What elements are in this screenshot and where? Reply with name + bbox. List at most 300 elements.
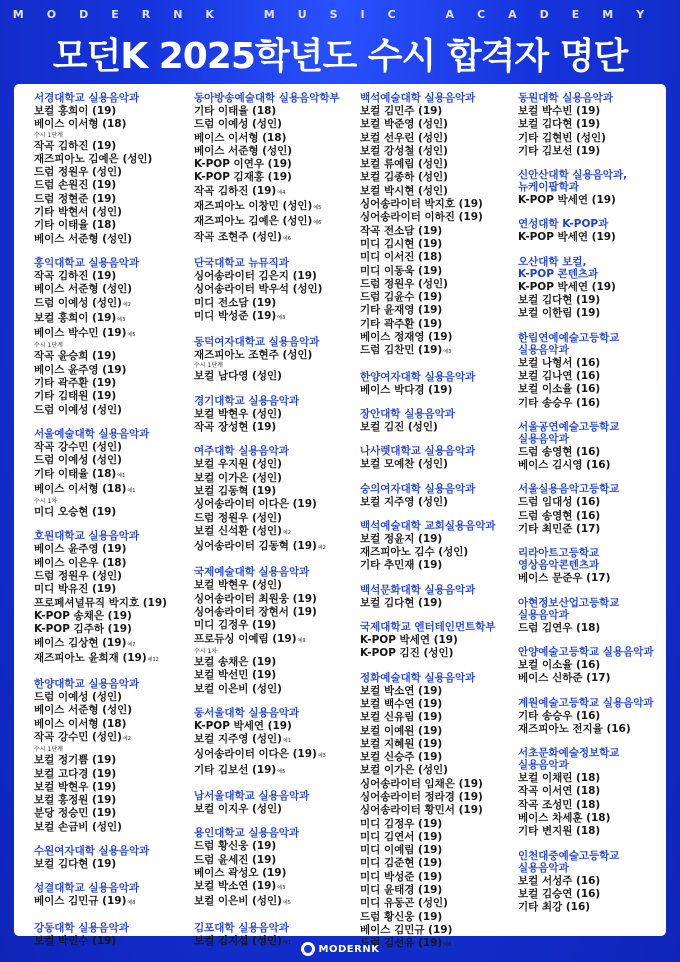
student-name: 싱어송라이터 장현서 (19) [194, 606, 317, 619]
student-name: 작곡 이서연 (18) [518, 785, 601, 798]
student-name: 미디 오승현 (19) [34, 506, 117, 519]
student-name: 베이스 박다경 (19) [360, 383, 453, 396]
student-entry [360, 278, 510, 291]
student-name: 보컬 이소율 (16) [518, 658, 601, 671]
school-name: 서울예술대학 실용음악과 [34, 427, 150, 440]
student-name: 미디 박성준 (19) [194, 309, 277, 322]
student-entry [194, 215, 352, 230]
student-name: 베이스 곽성오 (19) [194, 866, 287, 879]
student-name: 베이스 신하준 (17) [518, 672, 611, 685]
student-entry [360, 764, 510, 777]
student-entry [34, 583, 186, 596]
school-block [34, 257, 186, 417]
school-name: 성결대학교 실용음악과 [34, 882, 140, 895]
student-entry [518, 723, 668, 736]
student-name: 베이스 김시영 (16) [518, 459, 611, 472]
student-entry [194, 200, 352, 215]
student-entry [360, 546, 510, 559]
school-name: 서초문화예술정보학교 실용음악과 [518, 747, 620, 772]
student-name: 작곡 강수민 (성인) [34, 730, 122, 743]
student-name: 보컬 김다현 (19) [34, 858, 117, 871]
student-entry [360, 384, 510, 397]
student-name: 보컬 이은비 (성인) [194, 895, 282, 908]
round-label: 수시 1차 [34, 498, 58, 506]
student-name: 보컬 지주영 (성인) [360, 495, 448, 508]
student-entry [194, 118, 352, 131]
student-entry [34, 858, 186, 871]
school-name: 서울공연예술고등학교 실용음악과 [518, 420, 620, 445]
student-entry [360, 225, 510, 238]
round-label: 수시 1단계 [34, 746, 63, 754]
school-block [518, 332, 668, 410]
student-entry [194, 408, 352, 421]
school-name: 남서울대학교 실용음악과 [194, 789, 310, 802]
school-block [518, 92, 668, 158]
student-name: 기타 이태율 (18) [34, 467, 117, 480]
student-entry [34, 441, 186, 454]
student-entry [360, 647, 510, 660]
student-entry [34, 270, 186, 283]
student-entry [518, 397, 668, 410]
student-name: 보컬 박선민 (19) [194, 669, 277, 682]
student-entry [360, 158, 510, 171]
student-entry [34, 105, 186, 118]
student-name: 베이스 문준우 (17) [518, 572, 611, 585]
school-name: 한양대학교 실용음악과 [34, 678, 140, 691]
student-name: 기타 추민재 (19) [360, 559, 443, 572]
waitlist-note: 예2 [317, 545, 326, 552]
student-name: 보컬 김나연 (16) [518, 369, 601, 382]
school-name: 동원대학 실용음악과 [518, 92, 613, 104]
student-name: 보컬 홍희이 (19) [34, 105, 117, 117]
student-name: 미디 김정우 (19) [194, 619, 277, 632]
student-name: K-POP 송채은 (19) [34, 609, 132, 622]
student-entry [518, 132, 668, 145]
student-entry [360, 844, 510, 857]
student-entry [34, 506, 186, 519]
school-block [34, 92, 186, 246]
student-entry [194, 472, 352, 485]
waitlist-note: 예1 [127, 487, 136, 494]
school-name: 나사렛대학교 실용음악과 [360, 445, 476, 458]
school-name: 동서울대학 실용음악과 [194, 706, 300, 719]
student-entry [360, 751, 510, 764]
school-name: 백석예술대학 교회실용음악과 [360, 519, 496, 532]
student-name: 베이스 서준형 (성인) [34, 704, 133, 717]
academy-name: MODERNK MUSIC ACADEMY [12, 8, 668, 21]
school-name: 용인대학교 실용음악과 [194, 827, 300, 840]
school-name: 수원여자대학 실용음악과 [34, 845, 150, 858]
student-name: 작곡 장성현 (19) [194, 421, 277, 434]
student-entry [518, 370, 668, 383]
school-block [518, 850, 668, 915]
student-name: 보컬 모예찬 (성인) [360, 458, 448, 471]
school-name: 동덕여자대학교 실용음악과 [194, 336, 320, 349]
student-entry [34, 768, 186, 781]
waitlist-note: 예5 [282, 900, 291, 907]
student-entry [34, 895, 186, 910]
student-entry [360, 884, 510, 897]
student-entry [360, 344, 510, 359]
student-entry [360, 857, 510, 870]
student-entry [34, 404, 186, 417]
student-entry [34, 781, 186, 794]
student-name: 베이스 윤주영 (19) [34, 543, 127, 556]
waitlist-note: 예5 [127, 332, 136, 339]
student-entry [34, 327, 186, 342]
student-entry [360, 105, 510, 118]
school-name: 호원대학교 실용음악과 [34, 530, 140, 543]
student-entry [360, 291, 510, 304]
student-entry [34, 454, 186, 467]
student-entry [34, 570, 186, 583]
student-entry [518, 194, 668, 207]
student-entry [194, 579, 352, 592]
student-name: 보컬 박소연 (19) [194, 880, 277, 893]
student-name: 미디 이동욱 (19) [360, 264, 443, 277]
student-entry [34, 219, 186, 232]
student-name: 보컬 신승주 (19) [360, 751, 443, 764]
student-entry [34, 718, 186, 731]
student-name: 기타 김태원 (19) [34, 390, 117, 403]
student-name: 드럼 김찬민 (19) [360, 344, 443, 357]
student-entry [34, 468, 186, 483]
student-entry [518, 659, 668, 672]
student-name: 드럼 이예성 (성인) [34, 403, 122, 416]
student-name: 베이스 윤주영 (19) [34, 363, 127, 376]
school-name: 백석문화대학 실용음악과 [360, 583, 476, 596]
school-name: 한양여자대학 실용음악과 [360, 370, 476, 383]
student-name: 보컬 홍희이 (19) [34, 311, 117, 324]
student-entry [360, 171, 510, 184]
student-entry [518, 572, 668, 585]
school-block [360, 584, 510, 610]
logo-text: MODERNK [318, 943, 380, 955]
student-name: K-POP 박세연 (19) [194, 719, 292, 732]
waitlist-note: 예2 [122, 735, 131, 742]
student-name: 보컬 송채은 (19) [194, 655, 277, 668]
student-entry [518, 812, 668, 825]
student-name: 베이스 차세훈 (18) [518, 812, 611, 825]
waitlist-note: 예1 [117, 472, 126, 479]
student-name: 작곡 조현주 (성인) [194, 230, 282, 243]
student-name: 싱어송라이터 최원웅 (19) [194, 592, 317, 605]
student-entry [194, 880, 352, 895]
student-entry [360, 265, 510, 278]
student-name: 베이스 서준형 (성인) [34, 283, 133, 296]
student-entry [518, 496, 668, 509]
student-name: 드럼 정원우 (성인) [360, 277, 448, 290]
student-entry [194, 231, 352, 246]
student-entry [360, 251, 510, 264]
student-entry [34, 597, 186, 610]
waitlist-note: 예9 [297, 637, 306, 644]
waitlist-note: 예3 [117, 316, 126, 323]
student-name: 싱어송라이터 박지호 (19) [360, 198, 483, 211]
school-block [194, 257, 352, 325]
student-name: 보컬 박민수 (19) [34, 934, 117, 947]
student-name: 보컬 서성주 (16) [518, 874, 601, 887]
student-name: 보컬 이소율 (16) [518, 383, 601, 396]
student-entry [34, 543, 186, 556]
student-entry [360, 185, 510, 198]
school-block [360, 371, 510, 397]
student-entry [194, 297, 352, 310]
student-entry [194, 485, 352, 498]
student-entry [34, 364, 186, 377]
student-name: 보컬 박소연 (19) [360, 684, 443, 697]
school-name: 국제예술대학 실용음악과 [194, 566, 310, 579]
student-name: K-POP 김재홍 (19) [194, 171, 292, 184]
student-entry [194, 683, 352, 696]
student-name: 보컬 이가은 (성인) [194, 471, 282, 484]
student-name: 작곡 윤승희 (19) [34, 350, 117, 363]
student-name: 보컬 박현우 (19) [34, 780, 117, 793]
student-entry [194, 540, 352, 555]
student-name: 베이스 이서형 (18) [34, 482, 127, 495]
student-name: 기타 곽주환 (19) [34, 377, 117, 390]
school-block [194, 707, 352, 779]
student-entry [518, 888, 668, 901]
student-name: 베이스 정재영 (19) [360, 331, 453, 344]
student-entry [194, 370, 352, 383]
school-name: 국제대학교 엔터테인먼트학부 [360, 621, 496, 634]
student-name: 보컬 김다현 (19) [518, 294, 601, 307]
student-name: 작곡 김하진 (19) [194, 184, 277, 197]
student-entry [360, 634, 510, 647]
student-name: 보컬 이예원 (19) [360, 724, 443, 737]
student-entry [34, 794, 186, 807]
student-name: 미디 이예림 (19) [360, 844, 443, 857]
roster-column [34, 92, 186, 947]
student-entry [194, 171, 352, 184]
student-name: 보컬 박현우 (성인) [194, 407, 282, 420]
school-block [194, 92, 352, 246]
school-name: 홍익대학교 실용음악과 [34, 256, 140, 269]
school-name: 숭의여자대학 실용음악과 [360, 482, 476, 495]
school-name: 정화예술대학 실용음악과 [360, 671, 476, 684]
student-name: 재즈피아노 조현주 (성인) [194, 349, 313, 362]
student-entry [194, 606, 352, 619]
student-name: 드럼 김선유 (19) [360, 937, 443, 950]
school-name: 한림연예예술고등학교 실용음악과 [518, 331, 620, 356]
student-name: 프로듀싱 이예림 (19) [194, 632, 297, 645]
student-entry [34, 704, 186, 717]
student-name: 베이스 김민규 (19) [360, 923, 453, 936]
student-name: 미디 윤태경 (19) [360, 884, 443, 897]
school-block [518, 597, 668, 635]
student-name: 보컬 김다현 (19) [518, 118, 601, 131]
student-name: 베이스 이서형 (18) [194, 131, 287, 144]
school-block [360, 445, 510, 471]
student-entry [360, 711, 510, 724]
student-name: 보컬 이은비 (성인) [194, 682, 282, 695]
student-entry [194, 145, 352, 158]
student-name: 보컬 손금비 (성인) [34, 820, 122, 833]
student-entry [34, 610, 186, 623]
student-entry [518, 231, 668, 244]
student-entry [518, 710, 668, 723]
student-name: 드럼 김윤수 (19) [360, 291, 443, 304]
student-entry [194, 895, 352, 910]
student-name: 기타 송승우 (16) [518, 709, 601, 722]
student-name: 보컬 김다현 (19) [360, 596, 443, 609]
student-name: 베이스 박수민 (19) [34, 327, 127, 340]
student-name: 드럼 송영현 (16) [518, 509, 601, 522]
student-entry [194, 525, 352, 540]
student-name: 기타 최민준 (17) [518, 523, 601, 536]
student-entry [194, 733, 352, 748]
student-entry [360, 698, 510, 711]
student-entry [194, 593, 352, 606]
roster-column [518, 92, 668, 936]
student-entry [194, 840, 352, 853]
student-name: 보컬 김종하 (성인) [360, 171, 448, 184]
school-block [194, 790, 352, 816]
student-name: 베이스 김상현 (19) [34, 636, 127, 649]
student-name: 베이스 이은우 (18) [34, 556, 127, 569]
school-block [360, 408, 510, 434]
student-entry [518, 357, 668, 370]
student-name: 보컬 이지우 (성인) [194, 802, 282, 815]
waitlist-note: 예4 [277, 189, 286, 196]
student-entry [360, 685, 510, 698]
school-name: 오산대학 보컬, K-POP 콘텐츠과 [518, 255, 599, 280]
student-name: K-POP 이연우 (19) [194, 158, 292, 171]
school-block [518, 697, 668, 737]
waitlist-note: 예8 [127, 900, 136, 907]
school-block [34, 845, 186, 871]
student-entry [360, 911, 510, 924]
student-entry [360, 198, 510, 211]
school-block [518, 483, 668, 536]
student-name: 작곡 강수민 (성인) [34, 440, 122, 453]
student-name: 기타 곽주환 (19) [360, 317, 443, 330]
school-name: 단국대학교 뉴뮤직과 [194, 256, 289, 269]
student-entry [518, 105, 668, 118]
student-name: 베이스 서준형 (성인) [34, 232, 133, 245]
student-entry [518, 825, 668, 838]
school-name: 신안산대학 실용음악과, 뉴케이팝학과 [518, 169, 628, 194]
student-entry [360, 145, 510, 158]
school-name: 계원예술고등학교 실용음악과 [518, 696, 654, 709]
school-name: 강동대학 실용음악과 [34, 921, 129, 934]
student-name: 기타 이태율 (18) [34, 219, 117, 232]
student-name: 보컬 박현우 (성인) [194, 579, 282, 592]
student-entry [194, 656, 352, 669]
student-name: K-POP 박세연 (19) [360, 634, 458, 647]
student-name: K-POP 김주하 (19) [34, 623, 132, 636]
student-name: 보컬 류예림 (성인) [360, 158, 448, 171]
student-entry [194, 283, 352, 296]
student-name: 보컬 김지섭 (성인) [194, 934, 282, 947]
student-entry [194, 803, 352, 816]
waitlist-note: 예3 [277, 314, 286, 321]
waitlist-note: 예3 [317, 753, 326, 760]
student-name: 드럼 이예성 (성인) [34, 454, 122, 467]
student-name: 미디 유동곤 (성인) [360, 897, 448, 910]
student-name: 기타 김현빈 (성인) [518, 131, 606, 144]
student-entry [518, 772, 668, 785]
student-entry [360, 831, 510, 844]
student-name: 기타 박현서 (성인) [34, 206, 122, 219]
student-entry [360, 778, 510, 791]
student-name: 보컬 남다영 (성인) [194, 370, 282, 383]
student-name: 미디 박성준 (19) [360, 870, 443, 883]
student-name: 작곡 김하진 (19) [34, 269, 117, 282]
school-block [34, 882, 186, 910]
school-name: 연성대학 K-POP과 [518, 218, 609, 231]
student-name: 미디 전소담 (19) [194, 296, 277, 309]
student-name: 재즈피아노 전지율 (16) [518, 722, 631, 735]
round-label: 수시 1단계 [194, 362, 223, 370]
student-name: 싱어송라이터 김동혁 (19) [194, 540, 317, 553]
student-name: 보컬 나형서 (16) [518, 356, 601, 369]
school-name: 김포대학 실용음악과 [194, 921, 289, 934]
student-name: 드럼 이예성 (성인) [194, 118, 282, 131]
student-entry [360, 738, 510, 751]
student-name: 베이스 김민규 (19) [34, 895, 127, 908]
student-name: K-POP 김진 (성인) [360, 647, 454, 660]
student-entry [360, 804, 510, 817]
school-block [518, 256, 668, 321]
page-title: 모던K 2025학년도 수시 합격자 명단 [52, 36, 628, 77]
student-name: 싱어송라이터 이다은 (19) [194, 498, 317, 511]
student-entry [34, 140, 186, 153]
school-block [360, 621, 510, 661]
student-name: 작곡 김하진 (19) [34, 139, 117, 152]
student-entry [360, 238, 510, 251]
student-name: 기타 송승우 (16) [518, 396, 601, 409]
student-entry [34, 637, 186, 652]
school-name: 경기대학교 실용음악과 [194, 394, 300, 407]
student-entry [194, 310, 352, 325]
student-entry [360, 118, 510, 131]
waitlist-note: 예6 [282, 235, 291, 242]
school-block [518, 646, 668, 686]
waitlist-note: 예1 [282, 738, 291, 745]
student-name: 싱어송라이터 김은지 (19) [194, 269, 317, 282]
student-name: 미디 김준현 (19) [360, 857, 443, 870]
school-block [34, 678, 186, 834]
student-entry [34, 652, 186, 667]
student-entry [34, 283, 186, 296]
student-name: 작곡 전소담 (19) [360, 224, 443, 237]
student-name: K-POP 박세연 (19) [518, 280, 616, 293]
student-entry [518, 383, 668, 396]
student-entry [360, 211, 510, 224]
student-entry [34, 754, 186, 767]
waitlist-note: 예12 [147, 656, 159, 663]
school-name: 안양예술고등학교 실용음악과 [518, 645, 654, 658]
student-name: 보컬 선우린 (성인) [360, 131, 448, 144]
student-entry [518, 622, 668, 635]
student-entry [360, 331, 510, 344]
student-entry [360, 597, 510, 610]
school-block [518, 547, 668, 585]
student-name: 미디 김정우 (19) [360, 817, 443, 830]
school-block [360, 483, 510, 509]
student-entry [518, 145, 668, 158]
student-name: 기타 김보선 (19) [518, 144, 601, 157]
school-block [360, 672, 510, 953]
school-block [194, 445, 352, 555]
student-name: 드럼 황신웅 (19) [194, 840, 277, 853]
school-block [518, 169, 668, 207]
student-entry [194, 854, 352, 867]
student-entry [518, 459, 668, 472]
student-entry [194, 132, 352, 145]
